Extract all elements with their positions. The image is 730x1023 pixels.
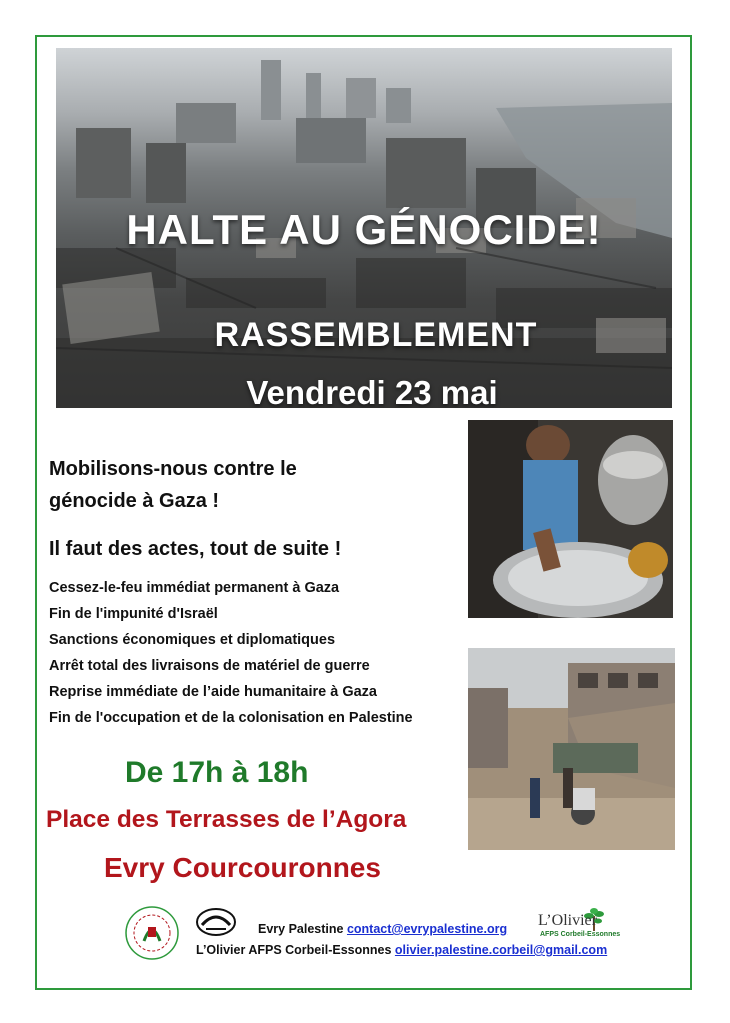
event-place: Place des Terrasses de l’Agora — [46, 806, 407, 833]
event-time: De 17h à 18h — [125, 756, 309, 789]
demand-item: Fin de l'occupation et de la colonisation en Palestine — [49, 710, 413, 726]
demand-item: Fin de l'impunité d'Israël — [49, 606, 218, 622]
photo-ruined-street — [468, 648, 675, 850]
association-france-palestine-logo — [124, 905, 180, 961]
olivier-logo-subtext: AFPS Corbeil-Essonnes — [540, 931, 621, 938]
org2-email-link[interactable]: olivier.palestine.corbeil@gmail.com — [394, 943, 608, 957]
org2-name: L’Olivier AFPS Corbeil-Essonnes — [196, 943, 392, 957]
banner-title: HALTE AU GÉNOCIDE! — [126, 206, 602, 253]
evry-palestine-logo — [196, 907, 236, 937]
banner-date: Vendredi 23 mai — [246, 374, 498, 408]
contact-evry-palestine — [258, 922, 507, 936]
heading-call-to-action: Il faut des actes, tout de suite ! — [49, 538, 342, 560]
demand-item: Sanctions économiques et diplomatiques — [49, 632, 336, 648]
photo-food-distribution — [468, 420, 673, 618]
org1-email-link[interactable]: contact@evrypalestine.org — [346, 922, 508, 936]
org1-name: Evry Palestine — [258, 922, 344, 936]
demand-item: Arrêt total des livraisons de matériel de guerre — [49, 658, 370, 674]
event-city: Evry Courcouronnes — [104, 852, 381, 883]
olivier-logo-text: L’Olivier — [538, 912, 597, 929]
banner-subtitle: RASSEMBLEMENT — [214, 316, 538, 354]
heading-line-1: Mobilisons-nous contre le — [49, 458, 297, 480]
demand-item: Cessez-le-feu immédiat permanent à Gaza — [49, 580, 340, 596]
contact-olivier — [196, 943, 607, 957]
demand-item: Reprise immédiate de l’aide humanitaire à Gaza — [49, 684, 377, 700]
banner-image — [56, 48, 672, 408]
heading-line-2: génocide à Gaza ! — [49, 490, 220, 512]
